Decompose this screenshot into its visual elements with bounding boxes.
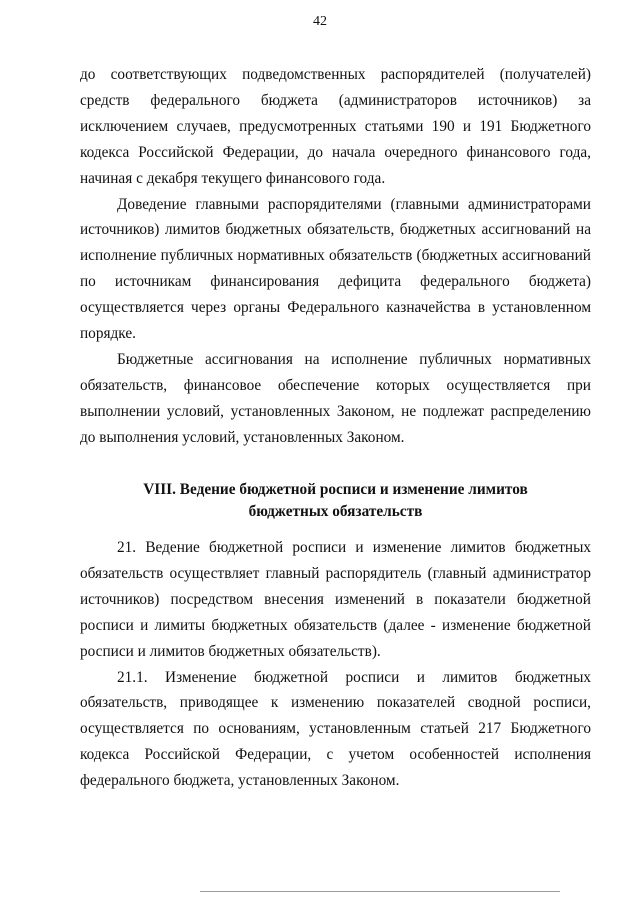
section-heading xyxy=(80,479,591,523)
body-text-lower xyxy=(80,535,591,794)
body-text-upper xyxy=(80,62,591,451)
footer-rule xyxy=(200,891,560,892)
section-heading-line-1: VIII. Ведение бюджетной росписи и изменение лимитов xyxy=(143,481,528,498)
paragraph-limits-communication: Доведение главными распорядителями (главными администраторами источников) лимитов бюджетных обязательств, бюджетных ассигнований на исполнение публичных нормативных обязательств (бюджетных ассигнований по источникам финансирования дефицита федерального бюджета) осуществляется через органы Федерального казначейства в установленном порядке. xyxy=(80,195,591,343)
paragraph-clause-21: 21. Ведение бюджетной росписи и изменение лимитов бюджетных обязательств осуществляет главный распорядитель (главный администратор источников) посредством внесения изменений в показатели бюджетной росписи и лимиты бюджетных обязательств (далее - изменение бюджетной росписи и лимитов бюджетных обязательств). xyxy=(80,539,591,660)
paragraph-public-obligations: Бюджетные ассигнования на исполнение публичных нормативных обязательств, финансовое обеспечение которых осуществляется при выполнении условий, установленных Законом, не подлежат распределению до выполнения условий, установленных Законом. xyxy=(80,350,591,446)
section-heading-line-2: бюджетных обязательств xyxy=(248,503,423,520)
paragraph-clause-21-1: 21.1. Изменение бюджетной росписи и лимитов бюджетных обязательств, приводящее к изменению показателей сводной росписи, осуществляется по основаниям, установленным статьей 217 Бюджетного кодекса Российской Федерации, с учетом особенностей исполнения федерального бюджета, установленных Законом. xyxy=(80,668,591,790)
page-number: 42 xyxy=(313,14,327,29)
paragraph-continuation: до соответствующих подведомственных распорядителей (получателей) средств федерального бюджета (администраторов источников) за исключением случаев, предусмотренных статьями 190 и 191 Бюджетного кодекса Российской Федерации, до начала очередного финансового года, начиная с декабря текущего финансового года. xyxy=(80,66,591,187)
